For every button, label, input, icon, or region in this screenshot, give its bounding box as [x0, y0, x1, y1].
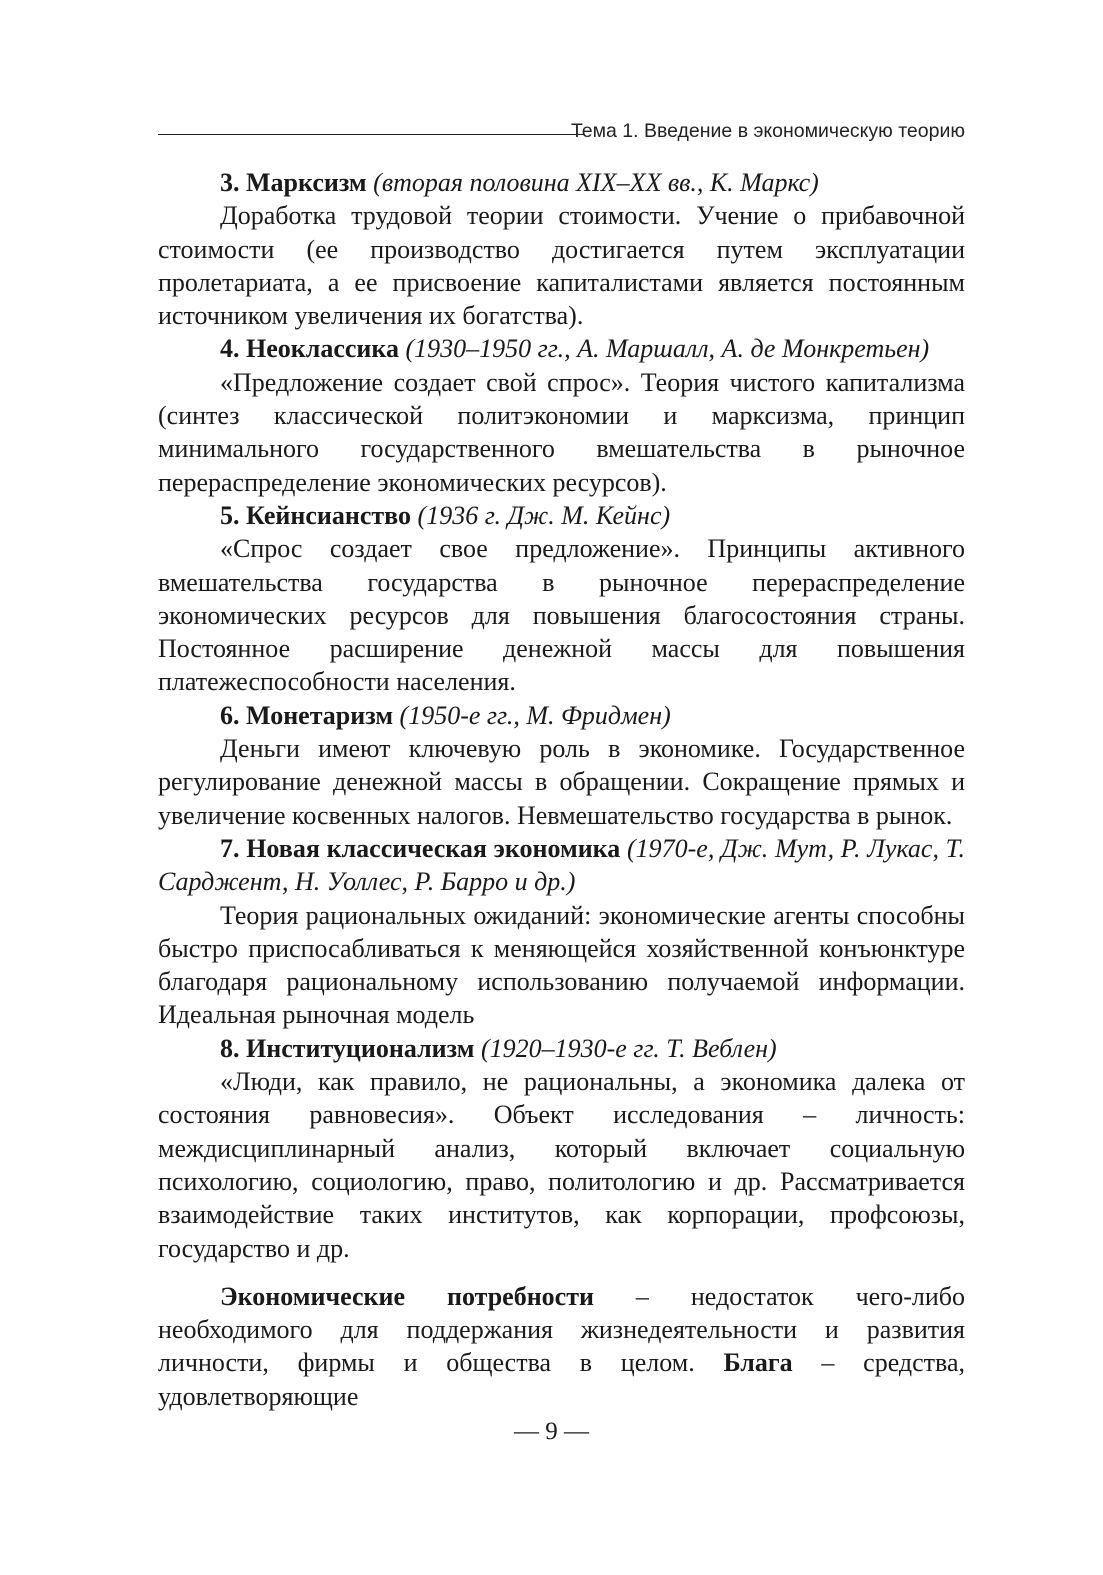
section-title: 3. Марксизм	[220, 168, 367, 197]
page-number: — 9 —	[514, 1418, 589, 1445]
term-needs: Экономические потребности	[220, 1281, 594, 1311]
section-title: 4. Неоклассика	[220, 334, 399, 364]
running-header	[158, 116, 965, 144]
section-meta: (1930–1950 гг., А. Маршалл, А. де Монкретьен)	[405, 334, 930, 364]
section-heading-7	[158, 832, 965, 899]
section-heading-6	[158, 699, 965, 732]
section-body-4: «Предложение создает свой спрос». Теория чистого капитализма (синтез классической политэкономии и марксизма, принцип минимального государственного вмешательства в рыночное перераспределение экономических ресурсов).	[158, 367, 965, 497]
section-meta: (1936 г. Дж. М. Кейнс)	[417, 500, 671, 530]
section-title: 5. Кейнсианство	[220, 500, 412, 530]
section-body-8: «Люди, как правило, не рациональны, а экономика далека от состояния равновесия». Объект исследования – личность: междисциплинарный анализ, который включает социальную психологию, социологию, право, политологию и др. Рассматривается взаимодействие таких институтов, как корпорации, профсоюзы, государство и др.	[158, 1067, 965, 1263]
section-heading-5	[158, 499, 965, 532]
section-body-6: Деньги имеют ключевую роль в экономике. Государственное регулирование денежной массы в обращении. Сокращение прямых и увеличение косвенных налогов. Невмешательство государства в рынок.	[158, 734, 965, 830]
section-meta: (1950-е гг., М. Фридмен)	[399, 700, 671, 730]
section-body-3: Доработка трудовой теории стоимости. Учение о прибавочной стоимости (ее производство достигается путем эксплуатации пролетариата, а ее присвоение капиталистами является постоянным источником увеличения их богатства).	[158, 201, 965, 331]
definition-needs: – недостаток чего-либо необходимого для поддержания жизнедеятельности и развития личности, фирмы и общества в целом.	[158, 1281, 965, 1378]
term-goods: Блага	[723, 1348, 793, 1378]
definition-goods: – средства, удовлетворяющие	[158, 1348, 965, 1411]
section-heading-3	[158, 166, 965, 199]
running-title: Тема 1. Введение в экономическую теорию	[570, 120, 965, 142]
section-title: 7. Новая классическая экономика	[220, 833, 621, 863]
main-text	[158, 166, 965, 1413]
definitions-paragraph	[158, 1280, 965, 1413]
header-rule	[158, 134, 585, 135]
section-body-7: Теория рациональных ожиданий: экономические агенты способны быстро приспосабливаться к меняющейся хозяйственной конъюнктуре благодаря рациональному использованию получаемой информации. Идеальная рыночная модель	[158, 900, 965, 1030]
section-meta: (1970-е, Дж. Мут, Р. Лукас, Т. Сарджент, Н. Уоллес, Р. Барро и др.)	[158, 833, 965, 897]
section-meta: (1920–1930-е гг. Т. Веблен)	[480, 1033, 777, 1063]
section-body-5: «Спрос создает свое предложение». Принципы активного вмешательства государства в рыночное перераспределение экономических ресурсов для повышения благосостояния страны. Постоянное расширение денежной массы для повышения платежеспособности населения.	[158, 534, 965, 697]
section-title: 6. Монетаризм	[220, 700, 394, 730]
section-title: 8. Институционализм	[220, 1033, 475, 1063]
section-heading-8	[158, 1032, 965, 1065]
section-heading-4	[158, 332, 965, 365]
section-meta: (вторая половина XIX–XX вв., К. Маркс)	[373, 168, 819, 197]
